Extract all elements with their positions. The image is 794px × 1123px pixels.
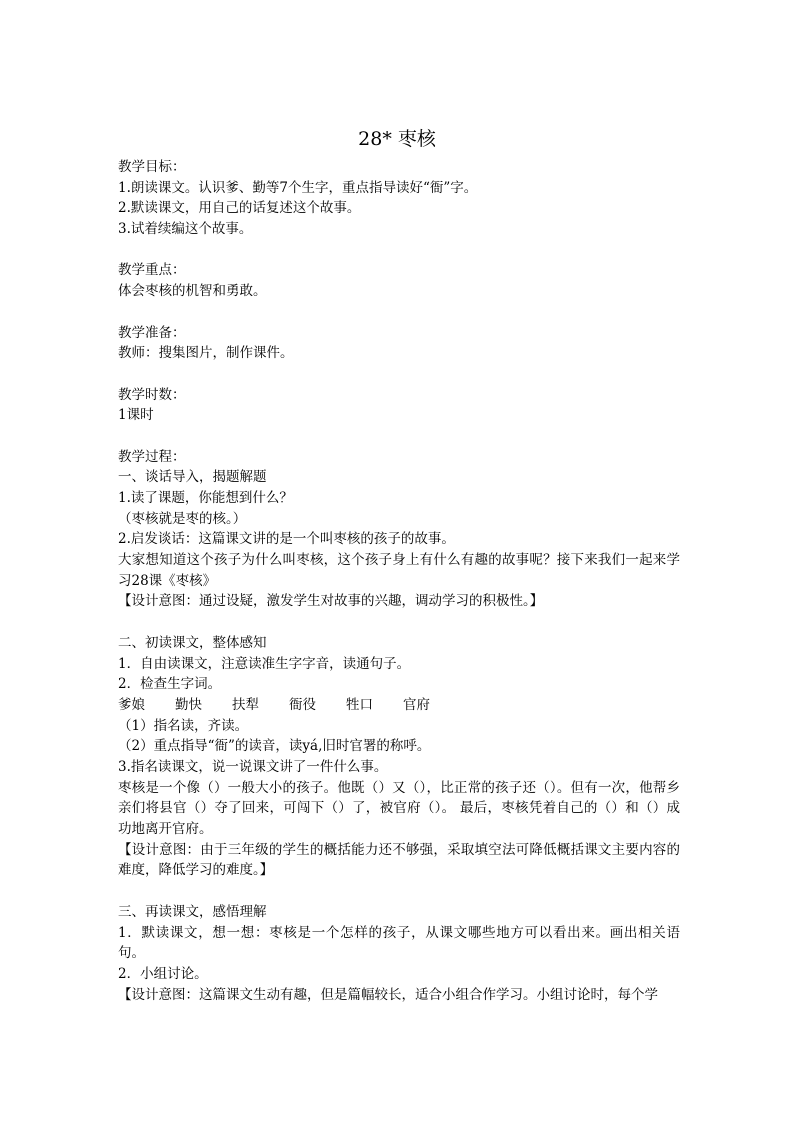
hours-text: 1课时 [118,407,154,424]
vocab-word-list [118,695,680,716]
part3-step-1: 1．默读课文，想一想：枣核是一个怎样的孩子，从课文哪些地方可以看出来。画出相关语句。 [118,924,680,962]
part3-step-2: 2．小组讨论。 [118,965,208,982]
part1-answer-1: （枣核就是枣的核。） [118,510,247,527]
part3-design-intent: 【设计意图：这篇课文生动有趣，但是篇幅较长，适合小组合作学习。小组讨论时，每个学 [118,986,658,1003]
part1-design-intent: 【设计意图：通过设疑，激发学生对故事的兴趣，调动学习的积极性。】 [118,593,544,610]
goal-item-3: 3.试着续编这个故事。 [118,221,253,238]
prep-text: 教师：搜集图片，制作课件。 [118,345,294,362]
goal-item-2: 2.默读课文，用自己的话复述这个故事。 [118,200,361,217]
part1-heading: 一、谈话导入，揭题解题 [118,469,267,486]
part1-question-2: 2.启发谈话：这篇课文讲的是一个叫枣核的孩子的故事。 [118,531,455,548]
goal-item-1: 1.朗读课文。认识爹、勤等7个生字，重点指导读好“衙”字。 [118,179,478,196]
key-text: 体会枣核的机智和勇敢。 [118,283,267,300]
vocab-word: 官府 [403,696,430,713]
spacer [118,302,680,323]
part2-step-2a: （1）指名读，齐读。 [118,717,249,734]
vocab-word: 衙役 [289,696,316,713]
vocab-word: 牲口 [346,696,373,713]
part2-step-1: 1．自由读课文，注意读准生字字音，读通句子。 [118,655,411,672]
spacer [118,364,680,385]
part2-step-2b: （2）重点指导“衙”的读音，读yá,旧时官署的称呼。 [118,738,431,755]
part2-step-2: 2．检查生字词。 [118,676,222,693]
part2-design-intent: 【设计意图：由于三年级的学生的概括能力还不够强，采取填空法可降低概括课文主要内容的难度，降低学习的难度。】 [118,841,680,879]
part1-question-1: 1.读了课题，你能想到什么？ [118,490,293,506]
part2-fill-blank: 枣核是一个像（）一般大小的孩子。他既（）又（），比正常的孩子还（）。但有一次，他帮乡亲们将县官（）夺了回来，可闯下（）了，被官府（）。 最后，枣核凭着自己的（）和（）成功地离开官府。 [118,779,680,838]
process-heading: 教学过程： [118,448,186,465]
prep-heading: 教学准备： [118,324,186,341]
vocab-word: 爹娘 [118,696,145,713]
part1-paragraph: 大家想知道这个孩子为什么叫枣核，这个孩子身上有什么有趣的故事呢？接下来我们一起来学习28课《枣核》 [118,552,680,589]
part2-heading: 二、初读课文，整体感知 [118,634,267,651]
vocab-word: 勤快 [175,696,202,713]
part3-heading: 三、再读课文，感悟理解 [118,903,267,920]
page-title: 28* 枣核 [358,128,436,150]
hours-heading: 教学时数： [118,386,186,403]
spacer [118,612,680,633]
key-heading: 教学重点： [118,262,186,279]
spacer [118,240,680,261]
vocab-word: 扶犁 [232,696,259,713]
spacer [118,426,680,447]
part2-step-3: 3.指名读课文，说一说课文讲了一件什么事。 [118,758,388,775]
spacer [118,881,680,902]
document-body [118,157,680,1005]
goals-heading: 教学目标： [118,159,186,175]
